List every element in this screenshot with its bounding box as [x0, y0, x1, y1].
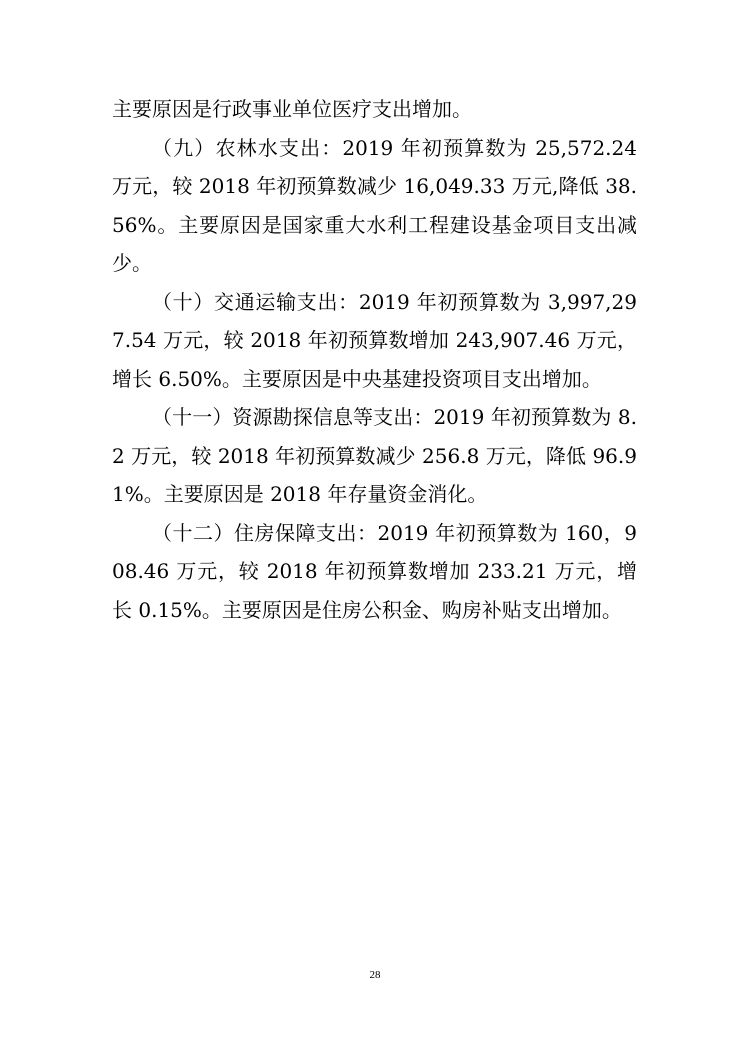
paragraph-transportation: （十）交通运输支出：2019 年初预算数为 3,997,297.54 万元，较 2018 年初预算数增加 243,907.46 万元，增长 6.50%。主要原因是中央基建投资项目支出增加。 [112, 289, 637, 391]
paragraph-resource-exploration: （十一）资源勘探信息等支出：2019 年初预算数为 8.2 万元，较 2018 年初预算数减少 256.8 万元，降低 96.91%。主要原因是 2018 年存量资金消化。 [112, 405, 637, 506]
paragraph-medical-continuation: 主要原因是行政事业单位医疗支出增加。 [112, 97, 472, 121]
document-body [112, 90, 637, 629]
page-number: 28 [369, 969, 381, 981]
paragraph-agriculture-forestry-water: （九）农林水支出：2019 年初预算数为 25,572.24 万元，较 2018 年初预算数减少 16,049.33 万元,降低 38.56%。主要原因是国家重大水利工程建设基金项目支出减少。 [112, 135, 637, 275]
paragraph-housing-security: （十二）住房保障支出：2019 年初预算数为 160，908.46 万元，较 2018 年初预算数增加 233.21 万元，增长 0.15%。主要原因是住房公积金、购房补贴支出增加。 [112, 520, 637, 622]
